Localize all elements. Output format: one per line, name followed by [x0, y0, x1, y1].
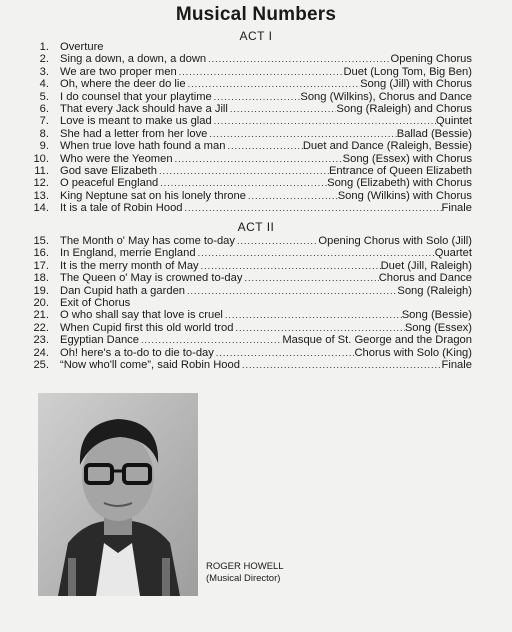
number-index: 2. — [39, 53, 49, 66]
dot-leader — [212, 91, 301, 103]
number-title: Dan Cupid hath a garden — [60, 284, 186, 297]
act-heading-1: ACT I — [239, 29, 273, 43]
number-title: O peaceful England — [60, 177, 159, 190]
dot-leader — [233, 322, 404, 334]
caption-role: (Musical Director) — [206, 573, 281, 584]
musical-number-row — [24, 66, 472, 78]
dot-leader — [139, 334, 282, 346]
number-index: 22. — [33, 321, 49, 334]
number-index: 24. — [33, 346, 49, 359]
photo-caption — [206, 561, 284, 585]
musical-number-row — [24, 190, 472, 202]
number-title: The Month o' May has come to-day — [60, 235, 236, 247]
musical-number-row — [24, 41, 472, 53]
number-title: Oh, where the deer do lie — [60, 78, 186, 91]
musical-number-row — [24, 334, 472, 346]
number-description: Song (Essex) — [404, 321, 472, 334]
musical-number-row — [24, 153, 472, 165]
number-title: Exit of Chorus — [60, 296, 131, 309]
dot-leader — [196, 247, 435, 259]
number-title: Sing a down, a down, a down — [60, 53, 207, 66]
number-index: 7. — [39, 115, 49, 128]
number-title: In England, merrie England — [60, 247, 196, 260]
number-index: 21. — [33, 309, 49, 322]
number-description: Song (Wilkins) with Chorus — [337, 189, 472, 202]
number-description: Song (Bessie) — [401, 309, 472, 322]
musical-number-row — [24, 140, 472, 152]
director-photo — [38, 393, 198, 596]
dot-leader — [212, 115, 436, 127]
number-description: Duet (Jill, Raleigh) — [380, 259, 472, 272]
dot-leader — [183, 202, 442, 214]
musical-number-row — [24, 359, 472, 371]
number-title: When true love hath found a man — [60, 140, 226, 153]
dot-leader — [228, 103, 337, 115]
number-title: I do counsel that your playtime — [60, 90, 212, 103]
number-title: We are two proper men — [60, 65, 177, 78]
number-title: When Cupid first this old world trod — [60, 321, 234, 334]
act-heading-2: ACT II — [237, 220, 275, 234]
number-title: “Now who'll come”, said Robin Hood — [60, 358, 240, 371]
caption-name: ROGER HOWELL — [206, 561, 284, 572]
dot-leader — [186, 78, 360, 90]
number-title: That every Jack should have a Jill — [60, 102, 228, 115]
musical-number-row — [24, 247, 472, 259]
number-index: 18. — [33, 272, 49, 285]
act-1-list — [24, 41, 472, 214]
page-title: Musical Numbers — [175, 4, 337, 25]
dot-leader — [157, 165, 329, 177]
musical-number-row — [24, 297, 472, 309]
dot-leader — [223, 309, 402, 321]
number-index: 23. — [33, 334, 49, 347]
number-title: Overture — [60, 41, 104, 53]
number-title: The Queen o' May is crowned to-day — [60, 272, 243, 285]
number-index: 16. — [33, 247, 49, 260]
number-index: 9. — [39, 140, 49, 153]
number-index: 15. — [33, 235, 49, 247]
musical-number-row — [24, 78, 472, 90]
number-description: Quintet — [435, 115, 472, 128]
musical-number-row — [24, 53, 472, 65]
number-description: Song (Jill) with Chorus — [360, 78, 472, 91]
number-description: Song (Essex) with Chorus — [342, 152, 472, 165]
number-description: Duet (Long Tom, Big Ben) — [343, 65, 472, 78]
number-title: It is the merry month of May — [60, 259, 199, 272]
musical-number-row — [24, 285, 472, 297]
number-index: 8. — [39, 127, 49, 140]
number-title: Oh! here's a to-do to die to-day — [60, 346, 214, 359]
number-index: 6. — [39, 102, 49, 115]
musical-number-row — [24, 260, 472, 272]
musical-number-row — [24, 202, 472, 214]
dot-leader — [158, 177, 327, 189]
musical-number-row — [24, 103, 472, 115]
number-description: Quartet — [434, 247, 472, 260]
number-index: 3. — [39, 65, 49, 78]
portrait-image — [38, 393, 198, 596]
number-title: She had a letter from her love — [60, 127, 208, 140]
dot-leader — [225, 140, 302, 152]
dot-leader — [206, 53, 390, 65]
number-index: 11. — [34, 164, 49, 177]
dot-leader — [214, 347, 355, 359]
number-index: 17. — [33, 259, 49, 272]
dot-leader — [240, 359, 442, 371]
number-index: 5. — [39, 90, 49, 103]
act-2-list — [24, 235, 472, 371]
musical-number-row — [24, 115, 472, 127]
musical-number-row — [24, 235, 472, 247]
dot-leader — [207, 128, 396, 140]
number-description: Finale — [441, 202, 472, 215]
number-index: 1. — [39, 41, 49, 53]
number-description: Entrance of Queen Elizabeth — [328, 164, 472, 177]
number-description: Ballad (Bessie) — [396, 127, 472, 140]
number-description: Song (Wilkins), Chorus and Dance — [300, 90, 472, 103]
musical-number-row — [24, 165, 472, 177]
dot-leader — [235, 235, 318, 247]
number-title: God save Elizabeth — [60, 164, 158, 177]
musical-number-row — [24, 91, 472, 103]
number-description: Opening Chorus with Solo (Jill) — [318, 235, 472, 247]
number-index: 25. — [33, 358, 49, 371]
number-description: Chorus and Dance — [378, 272, 472, 285]
number-title: It is a tale of Robin Hood — [60, 202, 183, 215]
dot-leader — [173, 153, 343, 165]
number-description: Duet and Dance (Raleigh, Bessie) — [302, 140, 472, 153]
number-description: Masque of St. George and the Dragon — [282, 334, 472, 347]
musical-number-row — [24, 128, 472, 140]
number-index: 14. — [33, 202, 49, 215]
dot-leader — [246, 190, 338, 202]
number-index: 10. — [33, 152, 49, 165]
number-title: Egyptian Dance — [60, 334, 139, 347]
number-title: King Neptune sat on his lonely throne — [60, 189, 246, 202]
number-index: 4. — [39, 78, 49, 91]
number-index: 20. — [33, 296, 49, 309]
number-description: Opening Chorus — [390, 53, 472, 66]
musical-number-row — [24, 272, 472, 284]
musical-number-row — [24, 309, 472, 321]
number-description: Finale — [441, 358, 472, 371]
dot-leader — [242, 272, 378, 284]
number-title: Love is meant to make us glad — [60, 115, 212, 128]
number-index: 12. — [33, 177, 49, 190]
dot-leader — [185, 285, 397, 297]
number-description: Chorus with Solo (King) — [354, 346, 472, 359]
musical-number-row — [24, 177, 472, 189]
number-index: 19. — [33, 284, 49, 297]
dot-leader — [199, 260, 381, 272]
number-description: Song (Raleigh) and Chorus — [336, 102, 472, 115]
number-title: O who shall say that love is cruel — [60, 309, 223, 322]
number-description: Song (Raleigh) — [397, 284, 472, 297]
number-description: Song (Elizabeth) with Chorus — [327, 177, 472, 190]
dot-leader — [177, 66, 344, 78]
musical-number-row — [24, 322, 472, 334]
number-title: Who were the Yeomen — [60, 152, 173, 165]
number-index: 13. — [33, 189, 49, 202]
musical-number-row — [24, 347, 472, 359]
